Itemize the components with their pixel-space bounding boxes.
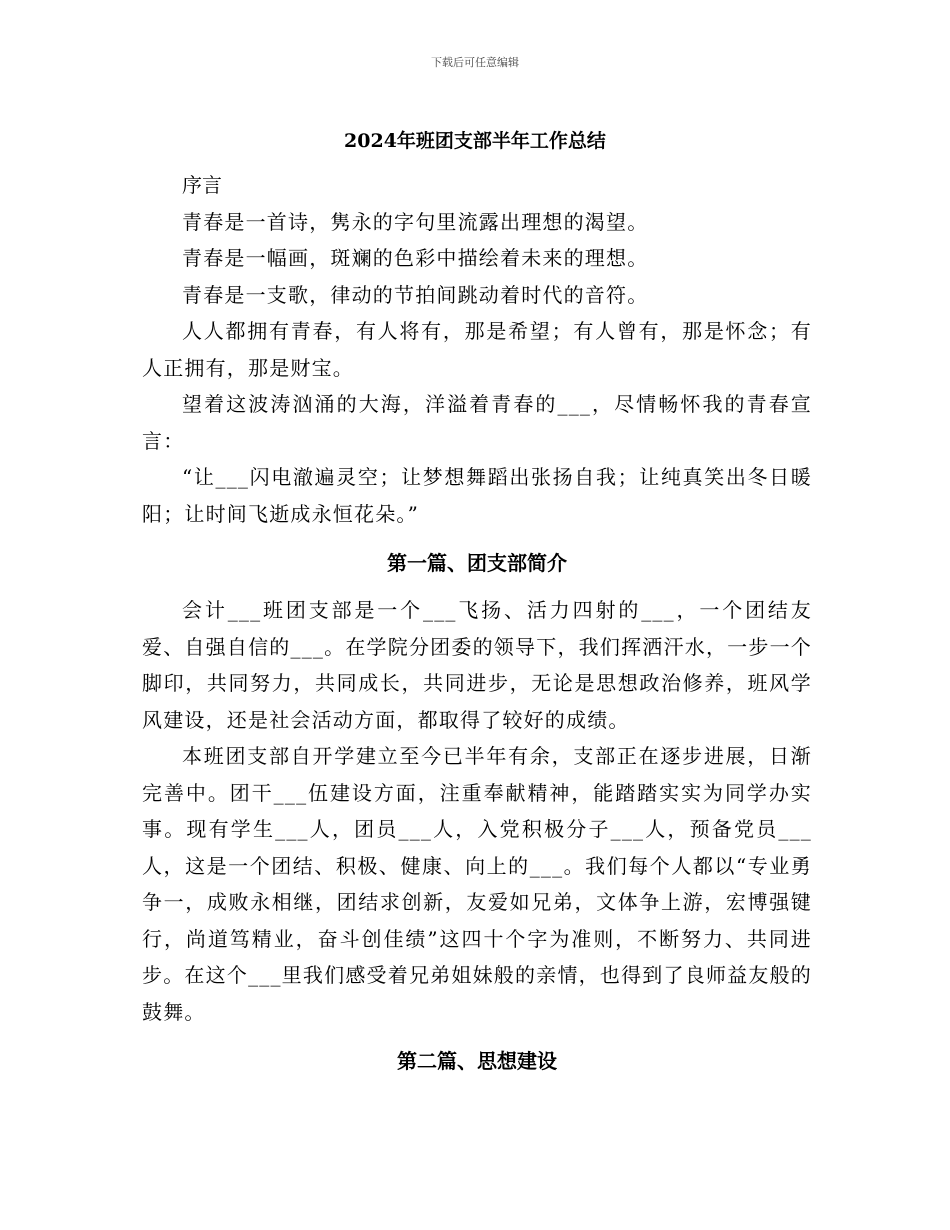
- preface-line: 青春是一首诗，隽永的字句里流露出理想的渴望。: [182, 209, 649, 234]
- document-title: 2024年班团支部半年工作总结: [344, 130, 606, 152]
- preface-line: 人人都拥有青春，有人将有，那是希望；有人曾有，那是怀念；有人正拥有，那是财宝。: [142, 319, 812, 380]
- body-paragraph: 会计___班团支部是一个___飞扬、活力四射的___，一个团结友爱、自强自信的___。在学院分团委的领导下，我们挥洒汗水，一步一个脚印，共同努力，共同成长，共同进步，无论是思想政治修养，班风学风建设，还是社会活动方面，都取得了较好的成绩。: [142, 598, 812, 732]
- document-body: [142, 167, 812, 1090]
- section-title: 第一篇、团支部简介: [387, 551, 567, 575]
- preface-declaration: “让___闪电澈遍灵空；让梦想舞蹈出张扬自我；让纯真笑出冬日暖阳；让时间飞逝成永恒花朵。”: [142, 465, 812, 526]
- preface-line: 青春是一幅画，斑斓的色彩中描绘着未来的理想。: [182, 246, 649, 270]
- preface-line: 青春是一支歌，律动的节拍间跳动着时代的音符。: [182, 282, 649, 307]
- preface-line: 望着这波涛汹涌的大海，洋溢着青春的___，尽情畅怀我的青春宣言：: [142, 392, 812, 453]
- preface-heading: 序言: [182, 173, 222, 197]
- header-note: 下载后可任意编辑: [431, 56, 519, 69]
- section-title: 第二篇、思想建设: [397, 1049, 557, 1073]
- body-paragraph: 本班团支部自开学建立至今已半年有余，支部正在逐步进展，日渐完善中。团干___伍建设方面，注重奉献精神，能踏踏实实为同学办实事。现有学生___人，团员___人，入党积极分子___人，预备党员___人，这是一个团结、积极、健康、向上的___。我们每个人都以“专业勇争一，成败永相继，团结求创新，友爱如兄弟，文体争上游，宏博强键行，尚道笃精业，奋斗创佳绩”这四十个字为准则，不断努力、共同进步。在这个___里我们感受着兄弟姐妹般的亲情，也得到了良师益友般的鼓舞。: [142, 744, 812, 1024]
